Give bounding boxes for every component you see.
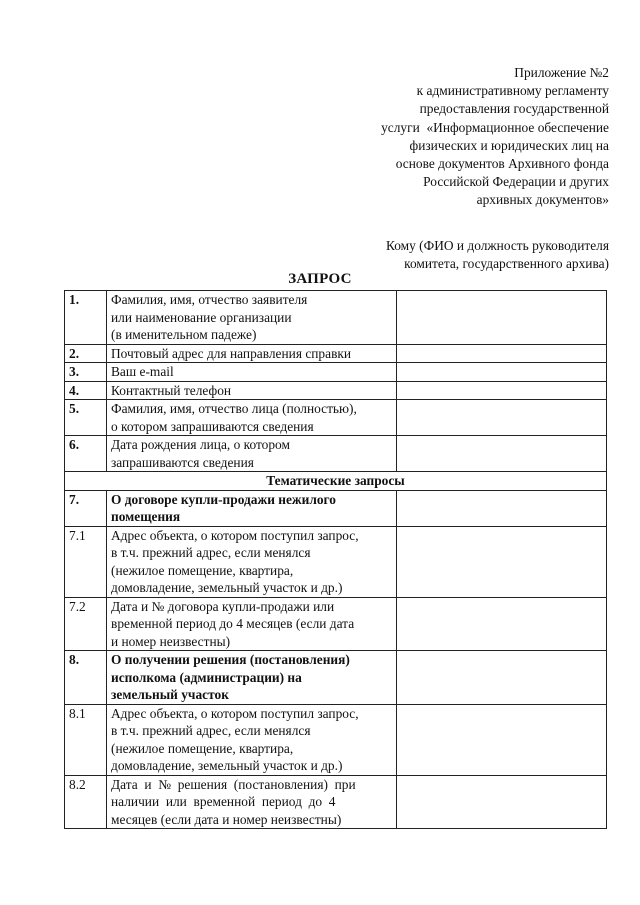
answer-cell[interactable] (397, 597, 607, 651)
row-number: 3. (65, 363, 107, 382)
row-label-line: Дата и № решения (постановления) при (111, 776, 356, 792)
appendix-line: предоставления государственной (419, 101, 609, 117)
form-row (65, 651, 607, 705)
row-label-line: запрашиваются сведения (111, 454, 254, 470)
request-form-table (64, 290, 607, 829)
appendix-line: Приложение №2 (514, 65, 609, 80)
form-row (65, 400, 607, 436)
answer-cell[interactable] (397, 651, 607, 705)
form-row (65, 775, 607, 829)
answer-cell[interactable] (397, 526, 607, 597)
row-label (107, 400, 397, 436)
row-number: 7. (65, 490, 107, 526)
row-label-line: (нежилое помещение, квартира, (111, 740, 294, 756)
row-label-line: Дата и № договора купли-продажи или (111, 598, 335, 614)
row-number: 7.1 (65, 526, 107, 597)
row-label (107, 381, 397, 400)
form-row (65, 344, 607, 363)
row-label-line: Дата рождения лица, о котором (111, 437, 290, 452)
appendix-line: физических и юридических лиц на (409, 137, 609, 153)
row-label (107, 597, 397, 651)
row-label-line: помещения (111, 509, 181, 524)
row-number: 8. (65, 651, 107, 705)
answer-cell[interactable] (397, 400, 607, 436)
row-label-line: Контактный телефон (111, 382, 232, 398)
row-label-line: О получении решения (постановления) (111, 652, 350, 667)
row-label-line: Адрес объекта, о котором поступил запрос, (111, 527, 359, 543)
answer-cell[interactable] (397, 775, 607, 829)
row-number: 6. (65, 436, 107, 472)
row-label-line: Фамилия, имя, отчество заявителя (111, 292, 308, 307)
answer-cell[interactable] (397, 344, 607, 363)
row-label-line: и номер неизвестны) (111, 633, 231, 649)
form-row (65, 526, 607, 597)
row-label-line: Адрес объекта, о котором поступил запрос, (111, 705, 359, 721)
form-row (65, 291, 607, 345)
row-label-line: о котором запрашиваются сведения (111, 418, 314, 434)
answer-cell[interactable] (397, 363, 607, 382)
row-label (107, 436, 397, 472)
addressee-line: Кому (ФИО и должность руководителя (385, 238, 609, 253)
appendix-block (309, 64, 609, 210)
form-row (65, 381, 607, 400)
row-label-line: домовладение, земельный участок и др.) (111, 758, 343, 773)
addressee-line: комитета, государственного архива) (404, 256, 609, 272)
row-label-line: наличии или временной период до 4 (111, 794, 336, 809)
row-label-line: домовладение, земельный участок и др.) (111, 580, 343, 595)
answer-cell[interactable] (397, 704, 607, 775)
row-label-line: месяцев (если дата и номер неизвестны) (111, 811, 342, 827)
row-label-line: земельный участок (111, 687, 229, 702)
row-number: 5. (65, 400, 107, 436)
row-label-line: или наименование организации (111, 309, 292, 325)
row-label-line: (нежилое помещение, квартира, (111, 562, 294, 578)
row-label-line: временной период до 4 месяцев (если дата (111, 616, 355, 631)
addressee-block (309, 237, 609, 273)
appendix-line: к административному регламенту (416, 83, 609, 99)
section-title: Тематические запросы (65, 472, 607, 491)
form-row (65, 436, 607, 472)
row-label (107, 651, 397, 705)
row-label-line: в т.ч. прежний адрес, если менялся (111, 545, 311, 560)
row-label (107, 363, 397, 382)
form-row (65, 490, 607, 526)
answer-cell[interactable] (397, 291, 607, 345)
row-label (107, 344, 397, 363)
row-label (107, 490, 397, 526)
row-label (107, 291, 397, 345)
row-label-line: (в именительном падеже) (111, 327, 257, 342)
row-label-line: исполкома (администрации) на (111, 669, 302, 685)
row-label-line: в т.ч. прежний адрес, если менялся (111, 723, 311, 738)
form-row (65, 704, 607, 775)
row-number: 8.1 (65, 704, 107, 775)
row-label-line: Почтовый адрес для направления справки (111, 345, 352, 361)
appendix-line: основе документов Архивного фонда (395, 156, 609, 172)
row-number: 2. (65, 344, 107, 363)
row-label-line: О договоре купли-продажи нежилого (111, 491, 336, 507)
row-label-line: Фамилия, имя, отчество лица (полностью), (111, 401, 357, 416)
form-title: ЗАПРОС (288, 271, 352, 287)
row-number: 4. (65, 381, 107, 400)
appendix-line: услуги «Информационное обеспечение (381, 119, 609, 135)
row-label (107, 526, 397, 597)
row-label (107, 704, 397, 775)
form-row (65, 363, 607, 382)
appendix-line: архивных документов» (476, 192, 609, 208)
row-label-line: Ваш e-mail (111, 364, 174, 379)
row-number: 8.2 (65, 775, 107, 829)
appendix-line: Российской Федерации и других (423, 174, 609, 190)
answer-cell[interactable] (397, 490, 607, 526)
row-label (107, 775, 397, 829)
section-row (65, 472, 607, 491)
form-row (65, 597, 607, 651)
row-number: 1. (65, 291, 107, 345)
answer-cell[interactable] (397, 436, 607, 472)
row-number: 7.2 (65, 597, 107, 651)
answer-cell[interactable] (397, 381, 607, 400)
